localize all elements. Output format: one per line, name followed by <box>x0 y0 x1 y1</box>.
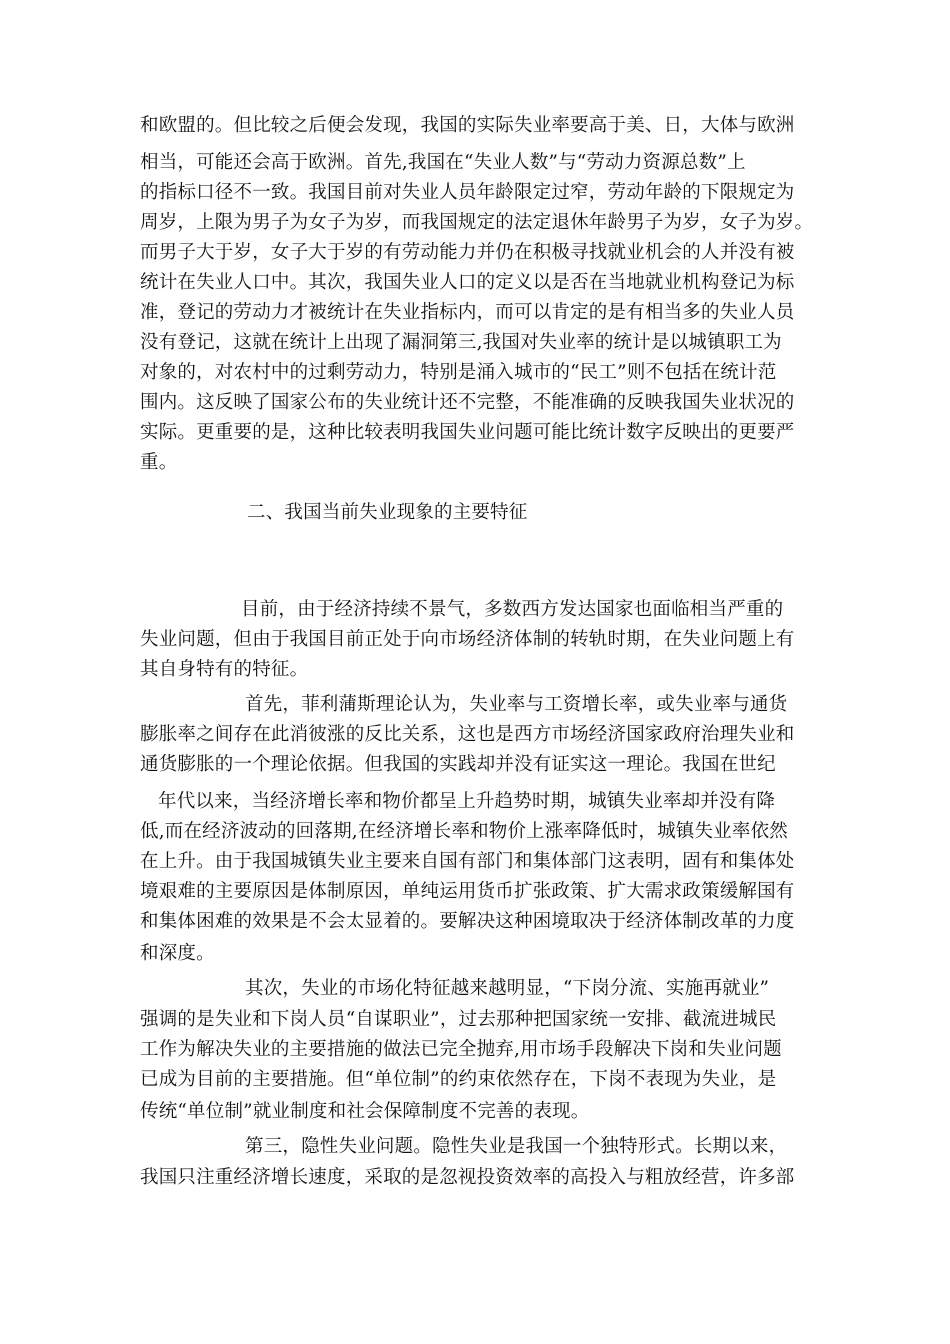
text-line: 和深度。 <box>140 943 215 964</box>
text-line: 低,而在经济波动的回落期,在经济增长率和物价上涨率降低时，城镇失业率依然 <box>140 821 788 842</box>
section-heading: 二、我国当前失业现象的主要特征 <box>247 502 528 523</box>
text-line: 失业问题，但由于我国目前正处于向市场经济体制的转轨时期，在失业问题上有 <box>140 629 795 650</box>
text-line: 年代以来，当经济增长率和物价都呈上升趋势时期，城镇失业率却并没有降 <box>158 791 776 812</box>
text-line: 没有登记，这就在统计上出现了漏洞第三,我国对失业率的统计是以城镇职工为 <box>140 332 782 353</box>
text-line: 对象的，对农村中的过剩劳动力，特别是涌入城市的“民工”则不包括在统计范 <box>140 362 777 383</box>
text-line: 传统“单位制”就业制度和社会保障制度不完善的表现。 <box>140 1101 590 1122</box>
text-line: 准，登记的劳动力才被统计在失业指标内，而可以肯定的是有相当多的失业人员 <box>140 302 795 323</box>
text-line: 首先，菲利蒲斯理论认为，失业率与工资增长率，或失业率与通货 <box>245 694 788 715</box>
text-line: 重。 <box>140 452 178 473</box>
text-line: 工作为解决失业的主要措施的做法已完全抛弃,用市场手段解决下岗和失业问题 <box>140 1039 782 1060</box>
text-line: 在上升。由于我国城镇失业主要来自国有部门和集体部门这表明，固有和集体处 <box>140 851 795 872</box>
text-line: 而男子大于岁，女子大于岁的有劳动能力并仍在积极寻找就业机会的人并没有被 <box>140 242 795 263</box>
text-line: 周岁，上限为男子为女子为岁，而我国规定的法定退休年龄男子为岁，女子为岁。 <box>140 212 814 233</box>
text-line: 统计在失业人口中。其次，我国失业人口的定义以是否在当地就业机构登记为标 <box>140 272 795 293</box>
text-line: 和欧盟的。但比较之后便会发现，我国的实际失业率要高于美、日，大体与欧洲 <box>140 115 795 136</box>
text-line: 相当，可能还会高于欧洲。首先,我国在“失业人数”与“劳动力资源总数”上 <box>140 152 746 173</box>
text-line: 目前，由于经济持续不景气，多数西方发达国家也面临相当严重的 <box>241 599 784 620</box>
text-line: 其次，失业的市场化特征越来越明显，“下岗分流、实施再就业” <box>245 978 770 999</box>
text-line: 第三，隐性失业问题。隐性失业是我国一个独特形式。长期以来， <box>245 1136 788 1157</box>
text-line: 通货膨胀的一个理论依据。但我国的实践却并没有证实这一理论。我国在世纪 <box>140 754 776 775</box>
text-line: 境艰难的主要原因是体制原因，单纯运用货币扩张政策、扩大需求政策缓解国有 <box>140 881 795 902</box>
text-line: 实际。更重要的是，这种比较表明我国失业问题可能比统计数字反映出的更要严 <box>140 422 795 443</box>
text-line: 已成为目前的主要措施。但“单位制”的约束依然存在，下岗不表现为失业，是 <box>140 1069 777 1090</box>
text-line: 围内。这反映了国家公布的失业统计还不完整，不能准确的反映我国失业状况的 <box>140 392 795 413</box>
text-line: 和集体困难的效果是不会太显着的。要解决这种困境取决于经济体制改革的力度 <box>140 911 795 932</box>
text-line: 强调的是失业和下岗人员“自谋职业”，过去那种把国家统一安排、截流进城民 <box>140 1009 777 1030</box>
text-line: 我国只注重经济增长速度，采取的是忽视投资效率的高投入与粗放经营，许多部 <box>140 1167 795 1188</box>
text-line: 其自身特有的特征。 <box>140 659 309 680</box>
text-line: 的指标口径不一致。我国目前对失业人员年龄限定过窄，劳动年龄的下限规定为 <box>140 182 795 203</box>
text-line: 膨胀率之间存在此消彼涨的反比关系，这也是西方市场经济国家政府治理失业和 <box>140 724 795 745</box>
